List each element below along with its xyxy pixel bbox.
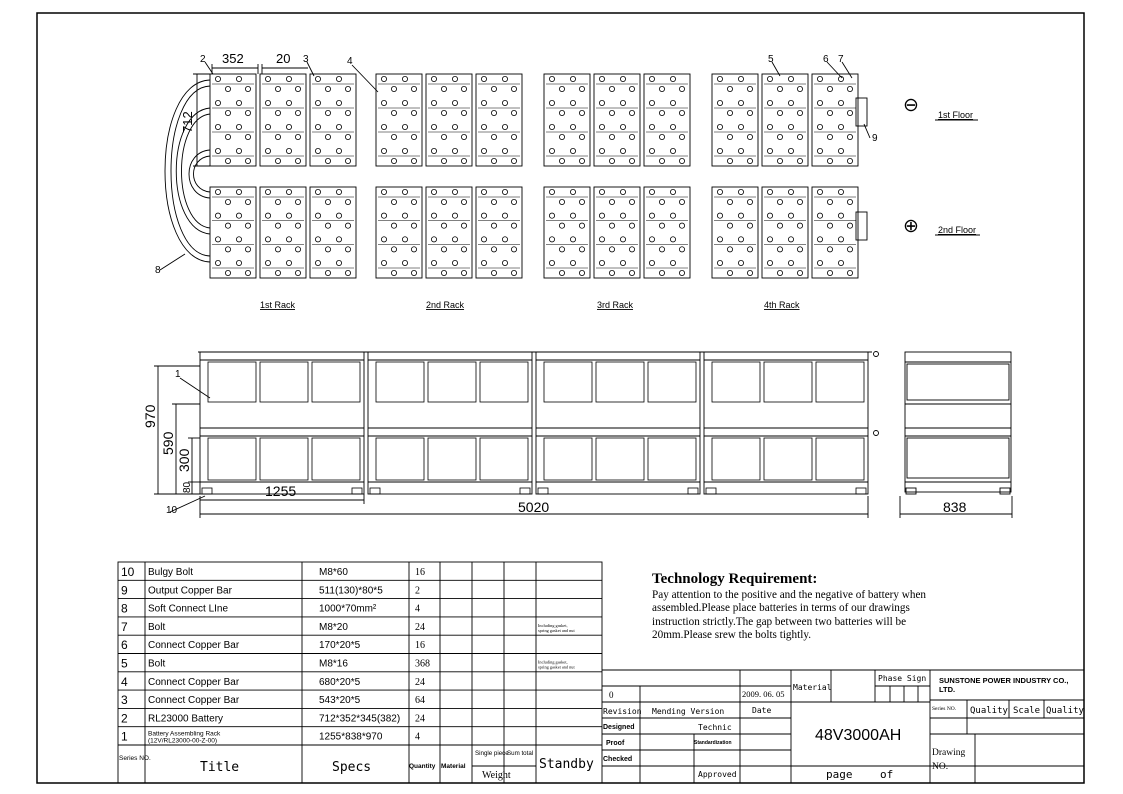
label-approved: Approved	[698, 770, 737, 779]
dim-rack-width: 1255	[265, 483, 297, 499]
battery-cell	[210, 187, 256, 278]
label-series-no: Series NO.	[932, 706, 957, 712]
bom-row-title: Bulgy Bolt	[148, 567, 194, 578]
bom-row-qty: 4	[415, 603, 420, 615]
label-checked: Checked	[603, 756, 633, 763]
battery-cell	[812, 74, 858, 166]
bom-row-qty: 368	[415, 658, 430, 670]
battery-cell	[644, 74, 690, 166]
bom-row-no: 7	[121, 619, 128, 634]
label-page: page	[826, 768, 853, 781]
bom-row-title: RL23000 Battery	[148, 713, 224, 725]
label-quality-1: Quality	[970, 706, 1008, 716]
callout-1: 1	[175, 369, 181, 380]
label-technic: Technic	[698, 723, 732, 732]
bom-row-specs: 170*20*5	[319, 640, 361, 652]
label-of: of	[880, 768, 894, 781]
battery-cell	[594, 187, 640, 278]
top-view	[160, 62, 980, 278]
label-designed: Designed	[603, 724, 635, 731]
bom-row	[121, 620, 575, 634]
label-revision: Revision	[603, 707, 642, 716]
bom-row-specs: 712*352*345(382)	[319, 713, 401, 725]
battery-cell	[260, 187, 306, 278]
bom-header-material: Material	[441, 763, 466, 770]
bom-row-title: Connect Copper Bar	[148, 640, 240, 652]
company-name-line2: LTD.	[939, 685, 956, 694]
battery-cell	[426, 74, 472, 166]
bom-row-specs: 1000*70mm²	[319, 603, 377, 615]
label-date: Date	[752, 706, 772, 715]
dim-battery-gap: 20	[276, 51, 291, 66]
label-drawing-no-2: NO.	[932, 762, 949, 772]
bom-header-title: Title	[200, 760, 240, 775]
positive-symbol: ⊕	[903, 216, 919, 237]
rack-label-3: 3rd Rack	[597, 300, 634, 310]
bom-row-title: Connect Copper Bar	[148, 695, 240, 707]
bom-row-specs: 511(130)*80*5	[319, 585, 383, 597]
bom-row-no: 8	[121, 601, 128, 616]
bom-row-title: Battery Assembling Rack	[148, 730, 221, 738]
revision-no: 0	[609, 690, 614, 700]
bom-row-qty: 4	[415, 731, 420, 743]
bom-row-standby-2: spring gasket and nut	[538, 664, 575, 670]
bom-row	[121, 583, 420, 597]
bom-row-qty: 16	[415, 640, 425, 652]
callout-2: 2	[200, 54, 206, 65]
technology-requirement	[652, 571, 952, 642]
battery-cell	[594, 74, 640, 166]
rack-frame	[536, 352, 700, 494]
bom-row-no: 3	[121, 693, 128, 708]
second-floor-label: 2nd Floor	[938, 225, 977, 235]
label-drawing-no: Drawing	[932, 748, 966, 758]
soft-connect-cables	[165, 80, 210, 262]
rack-frame	[368, 352, 532, 494]
dim-total-length: 5020	[518, 499, 550, 515]
bom-header-specs: Specs	[332, 760, 372, 775]
bom-row-specs: 543*20*5	[319, 695, 361, 707]
battery-cell	[644, 187, 690, 278]
battery-cell	[376, 187, 422, 278]
bom-row-no: 5	[121, 656, 128, 671]
battery-cell	[426, 187, 472, 278]
bom-row-title-sub: (12V/RL23000-00-Z-00)	[148, 737, 218, 745]
revision-date: 2009. 06. 05	[742, 689, 785, 699]
requirement-title: Technology Requirement:	[652, 571, 818, 587]
bom-row	[121, 638, 425, 652]
bom-header-standby: Standby	[539, 757, 594, 772]
dim-total-height: 970	[142, 404, 158, 428]
label-scale: Scale	[1013, 706, 1041, 716]
bom-row-title: Output Copper Bar	[148, 585, 232, 597]
rack-frames	[200, 352, 868, 494]
label-material: Material	[793, 683, 832, 692]
bom-header	[119, 750, 594, 781]
title-block	[602, 670, 1085, 783]
bom-row-title: Bolt	[148, 658, 166, 670]
bom-row-no: 6	[121, 638, 128, 653]
bom-row-qty: 24	[415, 713, 425, 725]
bom-row	[121, 657, 575, 671]
bom-row-specs: 1255*838*970	[319, 731, 383, 743]
dim-base-height: 80	[182, 481, 193, 493]
label-phase-sign: Phase Sign	[878, 674, 927, 683]
battery-cell	[812, 187, 858, 278]
bom-row	[121, 602, 420, 616]
bill-of-materials	[118, 562, 602, 783]
battery-cell	[544, 74, 590, 166]
bom-row-standby: Including gasket,	[538, 622, 568, 628]
bom-row-specs: M8*16	[319, 658, 348, 670]
bom-row-standby-2: spring gasket and nut	[538, 627, 575, 633]
product-name: 48V3000AH	[815, 727, 902, 744]
bom-row-qty: 64	[415, 695, 425, 707]
battery-cell	[310, 187, 356, 278]
label-proof: Proof	[606, 740, 625, 747]
bom-row-no: 2	[121, 711, 128, 726]
battery-cell	[476, 74, 522, 166]
battery-cells	[210, 74, 858, 278]
bom-row	[121, 565, 425, 579]
battery-cell	[310, 74, 356, 166]
bom-row	[121, 730, 420, 745]
negative-symbol: ⊖	[903, 95, 919, 116]
rack-label-4: 4th Rack	[764, 300, 800, 310]
callout-9: 9	[872, 133, 878, 144]
battery-cell	[376, 74, 422, 166]
callout-8: 8	[155, 265, 161, 276]
first-floor-label: 1st Floor	[938, 110, 974, 120]
label-mending-version: Mending Version	[652, 707, 725, 716]
callout-5: 5	[768, 54, 774, 65]
callout-10: 10	[166, 505, 178, 516]
rack-frame	[704, 352, 868, 494]
callout-4: 4	[347, 56, 353, 67]
rack-frame	[200, 352, 364, 494]
dim-depth: 838	[943, 499, 967, 515]
callout-7: 7	[838, 54, 844, 65]
rack-label-1: 1st Rack	[260, 300, 296, 310]
bom-row-no: 10	[121, 565, 135, 579]
bom-row-specs: M8*60	[319, 567, 348, 578]
bom-row-title: Connect Copper Bar	[148, 676, 240, 688]
battery-cell	[544, 187, 590, 278]
bom-row-no: 9	[121, 583, 128, 598]
dim-battery-height: 712	[180, 111, 195, 133]
bom-row-specs: M8*20	[319, 621, 348, 633]
bom-row-qty: 24	[415, 676, 425, 688]
battery-cell	[210, 74, 256, 166]
bom-row-standby: Including gasket,	[538, 659, 568, 665]
bom-row	[121, 711, 425, 725]
dim-upper-height: 590	[160, 431, 176, 455]
bom-header-quantity: Quantity	[409, 763, 436, 770]
bom-header-series: Series NO.	[119, 755, 151, 762]
bom-header-weight: Weight	[482, 770, 511, 781]
bom-row-specs: 680*20*5	[319, 676, 361, 688]
bom-row-no: 1	[121, 729, 128, 744]
battery-cell	[476, 187, 522, 278]
bom-row-qty: 16	[415, 567, 425, 578]
bom-row-title: Soft Connect LIne	[148, 603, 229, 615]
bom-header-sum: Sum total	[507, 750, 534, 757]
side-view	[905, 352, 1011, 494]
label-quality-2: Quality	[1046, 706, 1084, 716]
label-standardization: Standardization	[694, 740, 732, 746]
bom-row	[121, 675, 425, 689]
bom-row-title: Bolt	[148, 621, 166, 633]
battery-cell	[762, 74, 808, 166]
bom-row-qty: 24	[415, 621, 425, 633]
callout-6: 6	[823, 54, 829, 65]
dim-battery-width: 352	[222, 51, 244, 66]
requirement-text: Pay attention to the positive and the negative of battery when assembled.Please place batteries in terms of our drawings instruction strictly.The gap between two batteries will be 20mm.Please srew the bolts tightly.	[652, 589, 927, 641]
bom-row-no: 4	[121, 674, 128, 689]
battery-cell	[762, 187, 808, 278]
battery-cell	[712, 187, 758, 278]
bom-row	[121, 693, 425, 707]
company-name-line1: SUNSTONE POWER INDUSTRY CO.,	[939, 676, 1069, 685]
dim-lower-height: 300	[176, 448, 192, 472]
bom-row-qty: 2	[415, 585, 420, 597]
callout-3: 3	[303, 54, 309, 65]
battery-cell	[712, 74, 758, 166]
rack-label-2: 2nd Rack	[426, 300, 465, 310]
bom-header-single: Single piece	[475, 750, 509, 757]
battery-cell	[260, 74, 306, 166]
